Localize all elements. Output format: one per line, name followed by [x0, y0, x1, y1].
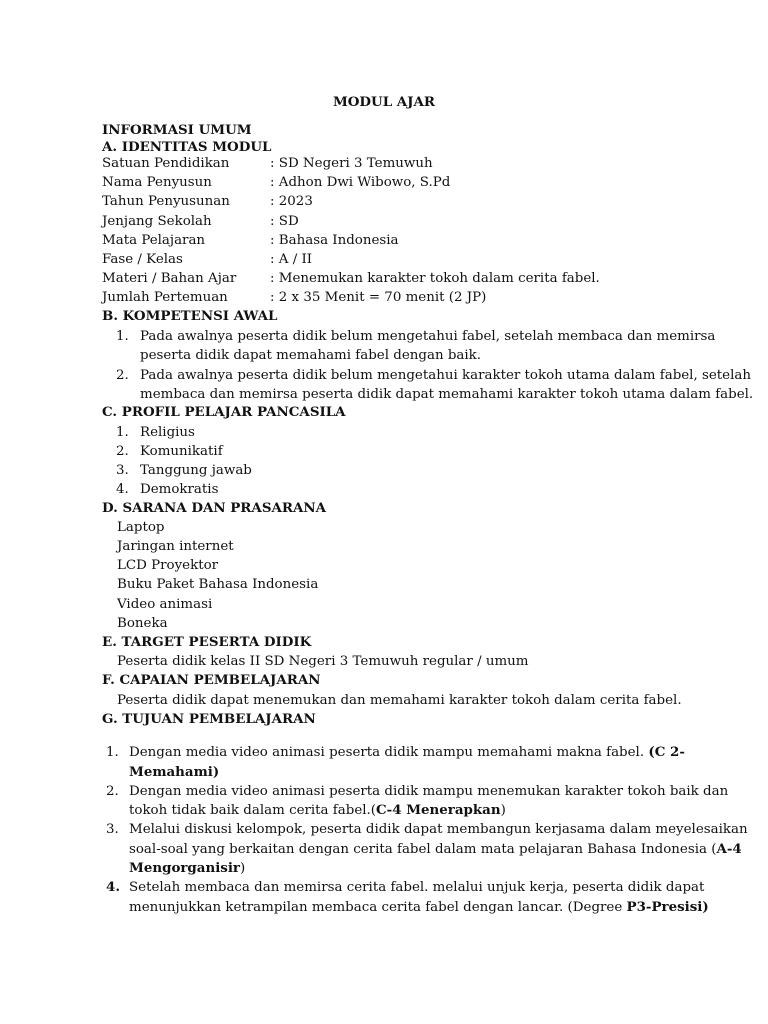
target-text: Peserta didik kelas II SD Negeri 3 Temuwuh regular / umum	[117, 654, 529, 669]
list-item: Pada awalnya peserta didik belum mengetahui karakter tokoh utama dalam fabel, setelah	[140, 368, 751, 383]
list-number: 2.	[106, 784, 119, 799]
list-item: Dengan media video animasi peserta didik mampu memahami makna fabel. (C 2-	[129, 744, 685, 760]
list-item-continuation: tokoh tidak baik dalam cerita fabel.(C-4 Menerapkan)	[129, 802, 506, 818]
list-item: Melalui diskusi kelompok, peserta didik dapat membangun kerjasama dalam meyelesaikan	[129, 822, 748, 837]
list-item: LCD Proyektor	[117, 558, 219, 573]
section-capaian: F. CAPAIAN PEMBELAJARAN	[102, 672, 321, 688]
section-target-peserta: E. TARGET PESERTA DIDIK	[102, 634, 312, 650]
list-item-continuation: menunjukkan ketrampilan membaca cerita fabel dengan lancar. (Degree P3-Presisi)	[129, 899, 709, 915]
list-number: 2.	[116, 444, 129, 459]
list-item: Video animasi	[117, 597, 213, 612]
identitas-value: : Menemukan karakter tokoh dalam cerita fabel.	[270, 271, 600, 286]
list-item-continuation: peserta didik dapat memahami fabel dengan baik.	[140, 348, 482, 363]
list-item-continuation: Memahami)	[129, 764, 220, 780]
list-number: 3.	[106, 822, 119, 837]
identitas-label: Mata Pelajaran	[102, 233, 206, 248]
list-number: 1.	[116, 329, 129, 344]
identitas-label: Nama Penyusun	[102, 175, 212, 190]
list-number: 4.	[116, 482, 129, 497]
section-profil-pelajar: C. PROFIL PELAJAR PANCASILA	[102, 404, 346, 420]
list-item: Boneka	[117, 616, 168, 631]
identitas-value: : A / II	[270, 252, 313, 267]
list-item: Demokratis	[140, 482, 219, 497]
identitas-value: : SD Negeri 3 Temuwuh	[270, 156, 433, 171]
list-item-continuation: soal-soal yang berkaitan dengan cerita fabel dalam mata pelajaran Bahasa Indonesia (A-4	[129, 841, 742, 857]
identitas-value: : Bahasa Indonesia	[270, 233, 399, 248]
identitas-label: Materi / Bahan Ajar	[102, 271, 237, 286]
list-item: Laptop	[117, 520, 165, 535]
section-sarana-prasarana: D. SARANA DAN PRASARANA	[102, 500, 327, 516]
list-item-continuation: membaca dan memirsa peserta didik dapat memahami karakter tokoh utama dalam fabel.	[140, 387, 754, 402]
list-item: Religius	[140, 425, 195, 440]
list-item: Pada awalnya peserta didik belum mengetahui fabel, setelah membaca dan memirsa	[140, 329, 716, 344]
identitas-label: Tahun Penyusunan	[102, 194, 230, 209]
list-item: Dengan media video animasi peserta didik mampu menemukan karakter tokoh baik dan	[129, 784, 729, 799]
identitas-label: Jenjang Sekolah	[102, 214, 212, 229]
list-item: Buku Paket Bahasa Indonesia	[117, 577, 319, 592]
section-kompetensi-awal: B. KOMPETENSI AWAL	[102, 308, 278, 324]
identitas-label: Fase / Kelas	[102, 252, 183, 267]
list-item: Jaringan internet	[117, 539, 234, 554]
section-informasi-umum: INFORMASI UMUM	[102, 122, 252, 138]
capaian-text: Peserta didik dapat menemukan dan memahami karakter tokoh dalam cerita fabel.	[117, 693, 682, 708]
list-number: 2.	[116, 368, 129, 383]
identitas-value: : SD	[270, 214, 299, 229]
list-item-continuation: Mengorganisir)	[129, 860, 246, 876]
section-tujuan: G. TUJUAN PEMBELAJARAN	[102, 711, 316, 727]
identitas-label: Satuan Pendidikan	[102, 156, 230, 171]
list-number: 1.	[106, 745, 119, 760]
list-item: Tanggung jawab	[140, 463, 252, 478]
list-number: 4.	[106, 879, 120, 895]
identitas-value: : 2 x 35 Menit = 70 menit (2 JP)	[270, 290, 487, 305]
list-item: Komunikatif	[140, 444, 223, 459]
list-number: 1.	[116, 425, 129, 440]
identitas-label: Jumlah Pertemuan	[102, 290, 228, 305]
section-identitas-modul: A. IDENTITAS MODUL	[102, 139, 272, 155]
list-number: 3.	[116, 463, 129, 478]
list-item: Setelah membaca dan memirsa cerita fabel. melalui unjuk kerja, peserta didik dapat	[129, 880, 705, 895]
identitas-value: : Adhon Dwi Wibowo, S.Pd	[270, 175, 451, 190]
identitas-value: : 2023	[270, 194, 313, 209]
document-title: MODUL AJAR	[332, 94, 436, 110]
